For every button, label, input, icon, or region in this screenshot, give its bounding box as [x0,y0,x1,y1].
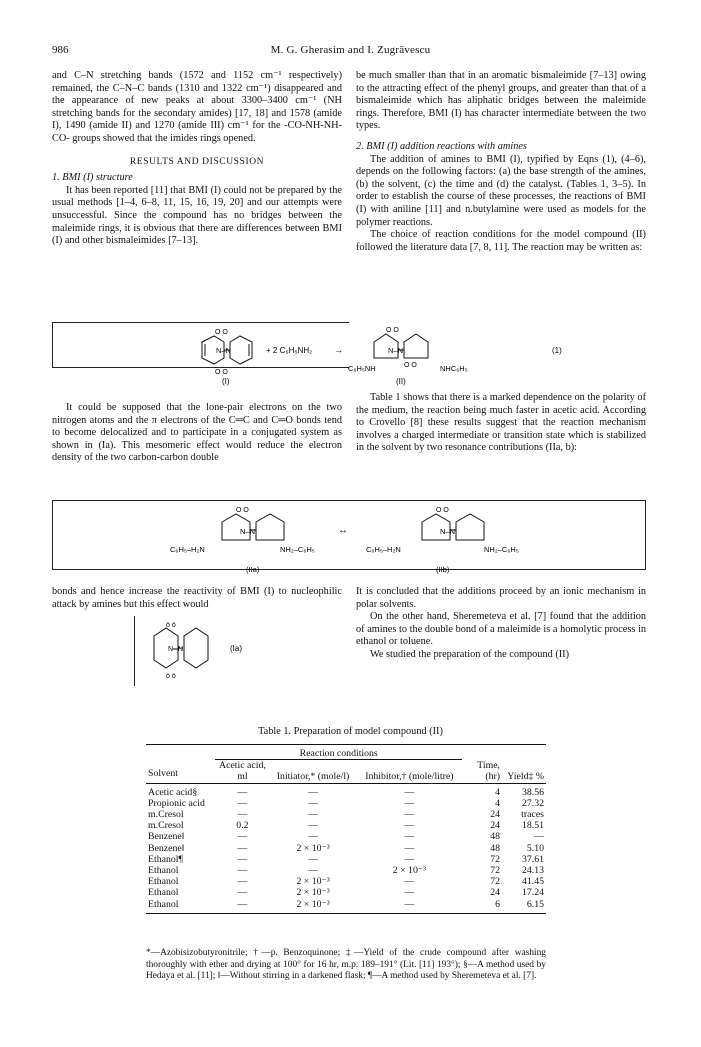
col-solvent: Solvent [148,768,178,780]
table-row [146,809,546,820]
table-cell: 24.13 [521,865,544,877]
table-row [146,854,546,865]
table-row [146,820,546,831]
col-acetic: Acetic acid, ml [219,760,266,783]
table-cell: — [404,797,415,809]
col-inhibitor: Inhibitor,† (mole/litre) [365,771,454,783]
table-cell: Ethanol¶ [148,853,183,865]
table-row [146,831,546,842]
table-cell: — [308,809,318,821]
table-cell: — [237,831,248,843]
scheme2-group1: C₆H₅–H₂N [170,545,205,554]
table-cell: — [308,853,318,865]
table-cell: — [308,797,318,809]
table-cell: 41.45 [521,876,544,888]
paragraph-preparation: We studied the preparation of the compound (II) [370,648,570,660]
svg-text:N═N: N═N [168,646,184,653]
table-cell: — [237,842,248,854]
paragraph-intermediate: be much smaller than that in an aromatic bismaleimide [7–13] owing to the attracting effect of the phenyl groups, and greater than that of a bismaleimide which has aliphatic bridges between the maleimide rings. Therefore, BMI (I) has character intermediate between the two types. [356,70,646,132]
table-cell: 5.10 [526,842,544,854]
paragraph-lone-pair: It could be supposed that the lone-pair electrons on the two nitrogen atoms and the π electrons of the C═C and C═O bonds tend to become delocalized and to participate in a conjugated system as shown in (Ia). This mesomeric effect would reduce the electron density of the two carbon-carbon double [52,402,342,464]
table-cell: 24 [490,820,500,832]
table-cell: 38.56 [521,786,544,798]
scheme2-label-a: (IIa) [246,565,260,574]
scheme1-reaction [52,322,652,390]
table-cell: 37.61 [521,853,544,865]
table-cell: — [237,853,248,865]
table-cell: — [308,865,318,877]
paragraph-ir: and C–N stretching bands (1572 and 1152 cm⁻¹ respectively) remained, the C–N–C bands (1310 and 1322 cm⁻¹) disappeared and the appearance of new peaks at about 3300–3400 cm⁻¹ (NH stretching bands for the secondary amides) [17, 18] and 1578 (amide I), 1490 (amide II) and 1270 (amide III) cm⁻¹ for the -CO-NH-NH-CO- groups showed that the imides rings opened. [52,70,342,144]
paragraph-sheremeteva: On the other hand, Sheremeteva et al. [7] found that the addition of amines to the double bond of a maleimide is a homolytic process in ethanol or toluene. [356,611,646,648]
svg-text:N–N: N–N [440,527,456,536]
section-heading: RESULTS AND DISCUSSION [129,156,265,167]
table-cell: — [404,898,415,910]
table-cell: — [404,876,415,888]
table-cell: 0.2 [236,820,249,832]
table-row [146,887,546,898]
table-row [146,798,546,809]
col-yield: Yield‡ % [507,771,544,783]
col-initiator: Initiator,* (mole/l) [276,771,350,783]
subsection-bmi-structure: 1. BMI (I) structure [52,172,133,184]
table-cell: m.Cresol [148,809,184,821]
table-cell: — [237,786,248,798]
svg-text:O O: O O [236,507,249,514]
table-footnote: *—Azobisizobutyronitrile; †—p. Benzoquinone; ‡—Yield of the crude compound after washing thoroughly with ether and drying at 100° for 16 hr, m.p. 189–191° (Lit. [11] 193°); §—A method used by Hedaya et al. [11]; ‖—Without stirring in a darkened flask; ¶—A method used by Sheremeteva et al. [7]. [146,948,546,982]
svg-text:O O: O O [215,369,228,376]
table-cell: 27.32 [521,797,544,809]
table-row [146,783,546,798]
paragraph-factors: The addition of amines to BMI (I), typified by Eqns (1), (4–6), depends on the following factors: (a) the base strength of the amines, (b) the solvent, (c) the time and (d) the catalyst. (Tables 1, 3–5). In order to establish the course of these processes, the reactions of BMI (I) with aniline [11] and n.butylamine were used as models for the polymer reactions. [356,153,646,228]
svg-text:O O: O O [436,507,449,514]
table-cell: 2 × 10⁻³ [296,876,330,888]
ia-bracket [134,616,135,686]
svg-text:O O: O O [404,362,417,369]
table-cell: Ethanol [148,887,179,899]
group-header: Reaction conditions [215,745,462,760]
scheme1-label-ii: (II) [396,377,406,386]
scheme2-label-b: (IIb) [436,565,450,574]
table-cell: 48 [490,842,500,854]
table-cell: — [404,831,415,843]
scheme2-group2: NH₂–C₆H₅ [280,545,315,554]
scheme2-group4: NH₂–C₆H₅ [484,545,519,554]
table-cell: m.Cresol [148,820,184,832]
svg-text:N–N: N–N [388,346,404,355]
paragraph-choice: The choice of reaction conditions for the model compound (II) followed the literature data [7, 8, 11]. The reaction may be written as: [356,229,646,253]
table-cell: — [534,831,544,843]
table-cell: — [237,898,248,910]
scheme2-resonance [52,500,646,580]
svg-text:N–N: N–N [216,346,232,355]
table-cell: Ethanol [148,898,179,910]
table-cell: — [237,797,248,809]
table-cell: Ethanol [148,876,179,888]
table-cell: — [237,876,248,888]
table-caption: Table 1. Preparation of model compound (II) [258,726,443,737]
table-cell: Acetic acid§ [148,786,198,798]
table-cell: — [404,853,415,865]
table-cell: — [308,820,318,832]
label-ia: (Ia) [230,644,242,653]
table-cell: Propionic acid [148,797,205,809]
table-row [146,843,546,854]
scheme2-group3: C₆H₅–H₂N [366,545,401,554]
table-cell: 72 [490,876,500,888]
scheme1-reagent: + 2 C₆H₅NH₂ [266,346,313,355]
table-body [146,783,546,913]
table-row [146,876,546,887]
col-time: Time, (hr) [477,760,500,783]
table-cell: 2 × 10⁻³ [296,887,330,899]
table-cell: 18.51 [521,820,544,832]
table-cell: 72 [490,853,500,865]
scheme1-sub-right: NHC₆H₅ [440,364,468,373]
table-cell: 2 × 10⁻³ [392,865,426,877]
table-cell: 72 [490,865,500,877]
table-cell: 4 [495,786,500,798]
scheme1-eqn: (1) [552,346,562,355]
table-cell: 17.24 [521,887,544,899]
table-cell: 48 [490,831,500,843]
scheme1-label-i: (I) [222,377,230,386]
running-header: M. G. Gherasim and I. Zugrăvescu [270,44,431,56]
table-cell: traces [521,809,544,821]
table-cell: — [404,842,415,854]
table-cell: 6.15 [526,898,544,910]
paragraph-reactivity: bonds and hence increase the reactivity of BMI (I) to nucleophilic attack by amines but this effect would [52,586,342,610]
table-cell: Benzene‖ [148,842,185,854]
svg-text:N–N: N–N [240,527,256,536]
table-cell: — [308,831,318,843]
table-cell: 2 × 10⁻³ [296,842,330,854]
left-column-top [52,70,342,248]
lower-right [356,586,646,662]
scheme2-arrow: ↔ [338,525,348,536]
paragraph-structure: It has been reported [11] that BMI (I) could not be prepared by the usual methods [1–4, 6–8, 11, 15, 16, 19, 20] and our attempts were unsuccessful. Since the compound has no bridges between the maleimide rings, it is obvious that there are differences between BMI (I) and other bismaleimides [7–13]. [52,184,342,247]
table-cell: — [237,865,248,877]
table-cell: — [308,786,318,798]
table-cell: — [404,786,415,798]
right-column-top [356,70,646,254]
table-cell: 2 × 10⁻³ [296,898,330,910]
table-cell: Ethanol [148,865,179,877]
table-cell: — [404,809,415,821]
paragraph-table1: Table 1 shows that there is a marked dependence on the polarity of the medium, the reaction being much faster in acetic acid. According to Crovello [8] these results suggest that the reaction mechanism involves a charged intermediate or transition state which is stabilized in the solvent by two resonance contributions (IIa, b): [356,392,646,454]
svg-text:ö ö: ö ö [166,673,176,680]
table-cell: — [404,820,415,832]
lower-left [52,586,342,611]
table-cell: — [237,887,248,899]
table-1 [146,744,546,914]
table-cell: — [237,809,248,821]
table-cell: 24 [490,887,500,899]
scheme1-arrow: → [334,345,343,355]
table-cell: — [404,887,415,899]
subsection-addition: 2. BMI (I) addition reactions with amines [356,140,527,152]
structure-ia [140,618,270,686]
svg-text:O O: O O [215,329,228,336]
scheme1-sub-left: C₆H₅NH [348,364,376,373]
paragraph-ionic: It is concluded that the additions proceed by an ionic mechanism in polar solvents. [356,586,646,610]
middle-left [52,402,342,465]
table-cell: 4 [495,797,500,809]
middle-right [356,392,646,455]
table-row [146,899,546,914]
svg-text:O O: O O [386,327,399,334]
table-cell: Benzene‖ [148,831,185,843]
page-number: 986 [52,44,69,56]
svg-text:ö ö: ö ö [166,622,176,629]
table-cell: 24 [490,809,500,821]
table-row [146,865,546,876]
table-cell: 6 [495,898,500,910]
